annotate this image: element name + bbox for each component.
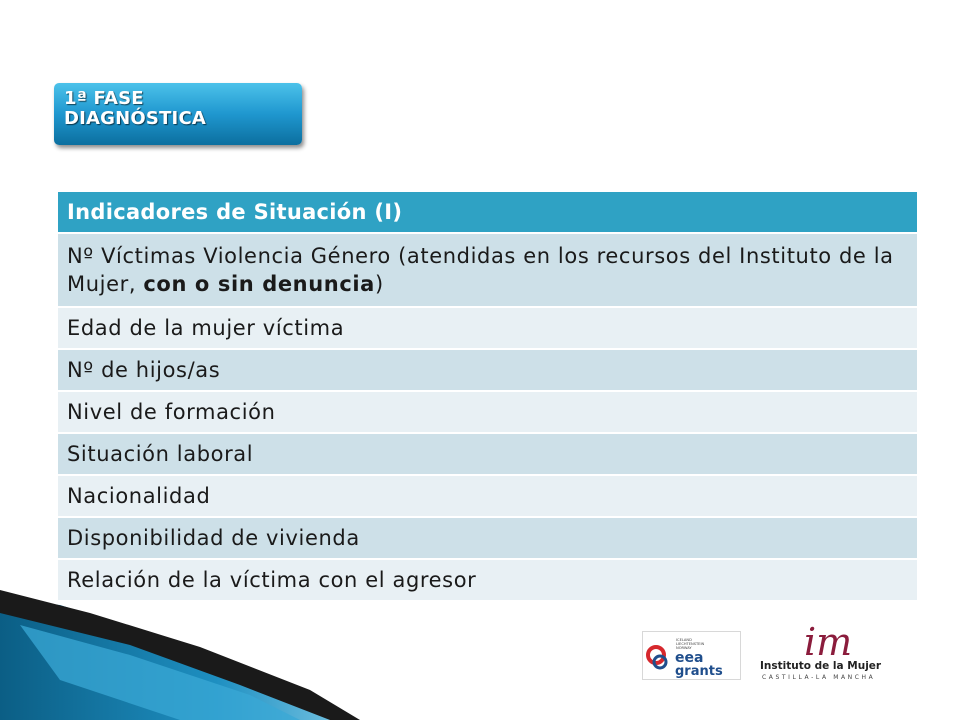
instituto-region: CASTILLA-LA MANCHA: [762, 674, 876, 681]
table-cell: Nº de hijos/as: [58, 349, 917, 391]
cell-text-bold: con o sin denuncia: [143, 272, 375, 296]
table-row: [58, 233, 917, 307]
table-row: [58, 391, 917, 433]
decorative-swoosh: [0, 585, 440, 720]
instituto-name: Instituto de la Mujer: [760, 660, 882, 672]
table-cell: [58, 233, 917, 307]
eea-country-1: ICELAND: [676, 638, 692, 642]
table-cell: Situación laboral: [58, 433, 917, 475]
indicators-table: [58, 192, 917, 602]
table-cell: Nivel de formación: [58, 391, 917, 433]
eea-grants-logo: [642, 631, 741, 680]
eea-word: eea: [675, 650, 704, 666]
eea-country-2: LIECHTENSTEIN: [676, 642, 705, 646]
table-row: [58, 349, 917, 391]
table-cell: Disponibilidad de vivienda: [58, 517, 917, 559]
eea-grants-icon: [643, 632, 740, 679]
table-header: Indicadores de Situación (I): [58, 192, 917, 233]
table-row: [58, 517, 917, 559]
table-cell: Edad de la mujer víctima: [58, 307, 917, 349]
table-cell: Relación de la víctima con el agresor: [58, 559, 917, 601]
table-row: [58, 433, 917, 475]
phase-badge: [54, 83, 302, 145]
phase-label: 1ª FASE: [64, 88, 144, 109]
cell-text-end: ): [374, 272, 384, 296]
table-row: [58, 475, 917, 517]
table-header-row: [58, 192, 917, 233]
table-cell: Nacionalidad: [58, 475, 917, 517]
cell-text: Nº Víctimas Violencia Género (atendidas en los recursos del Instituto de la Mujer,: [67, 244, 894, 296]
eea-country-3: NORWAY: [676, 646, 692, 650]
im-monogram: im: [804, 621, 853, 664]
table-row: [58, 307, 917, 349]
instituto-mujer-logo: [756, 621, 896, 683]
phase-title: DIAGNÓSTICA: [64, 108, 206, 129]
grants-word: grants: [675, 664, 723, 679]
